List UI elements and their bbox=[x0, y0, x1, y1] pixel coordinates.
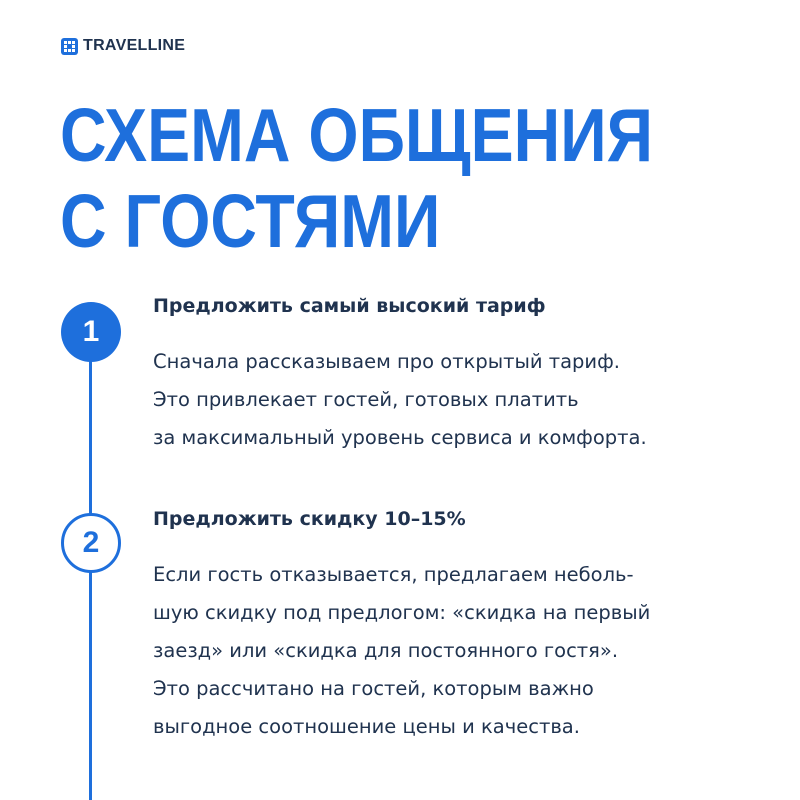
description-line: заезд» или «скидка для постоянного гостя». bbox=[153, 639, 619, 662]
step-2-title: Предложить скидку 10–15% bbox=[153, 508, 466, 530]
brand-name: TRAVELLINE bbox=[83, 37, 186, 54]
title-line: С ГОСТЯМИ bbox=[60, 179, 441, 263]
description-line: Это привлекает гостей, готовых платить bbox=[153, 388, 579, 411]
title-line: СХЕМА ОБЩЕНИЯ bbox=[60, 93, 653, 177]
description-line: Это рассчитано на гостей, которым важно bbox=[153, 677, 594, 700]
travelline-logo-icon bbox=[61, 38, 78, 55]
step-1-description bbox=[153, 343, 647, 457]
description-line: за максимальный уровень сервиса и комфорта. bbox=[153, 426, 647, 449]
description-line: Сначала рассказываем про открытый тариф. bbox=[153, 350, 620, 373]
description-line: Если гость отказывается, предлагаем неболь- bbox=[153, 563, 634, 586]
page-title bbox=[60, 92, 653, 264]
brand-logo bbox=[61, 37, 185, 55]
description-line: шую скидку под предлогом: «скидка на первый bbox=[153, 601, 651, 624]
description-line: выгодное соотношение цены и качества. bbox=[153, 715, 580, 738]
step-2-description bbox=[153, 556, 650, 746]
step-2-number: 2 bbox=[61, 513, 121, 573]
step-1-title: Предложить самый высокий тариф bbox=[153, 295, 546, 317]
step-1-number: 1 bbox=[61, 302, 121, 362]
